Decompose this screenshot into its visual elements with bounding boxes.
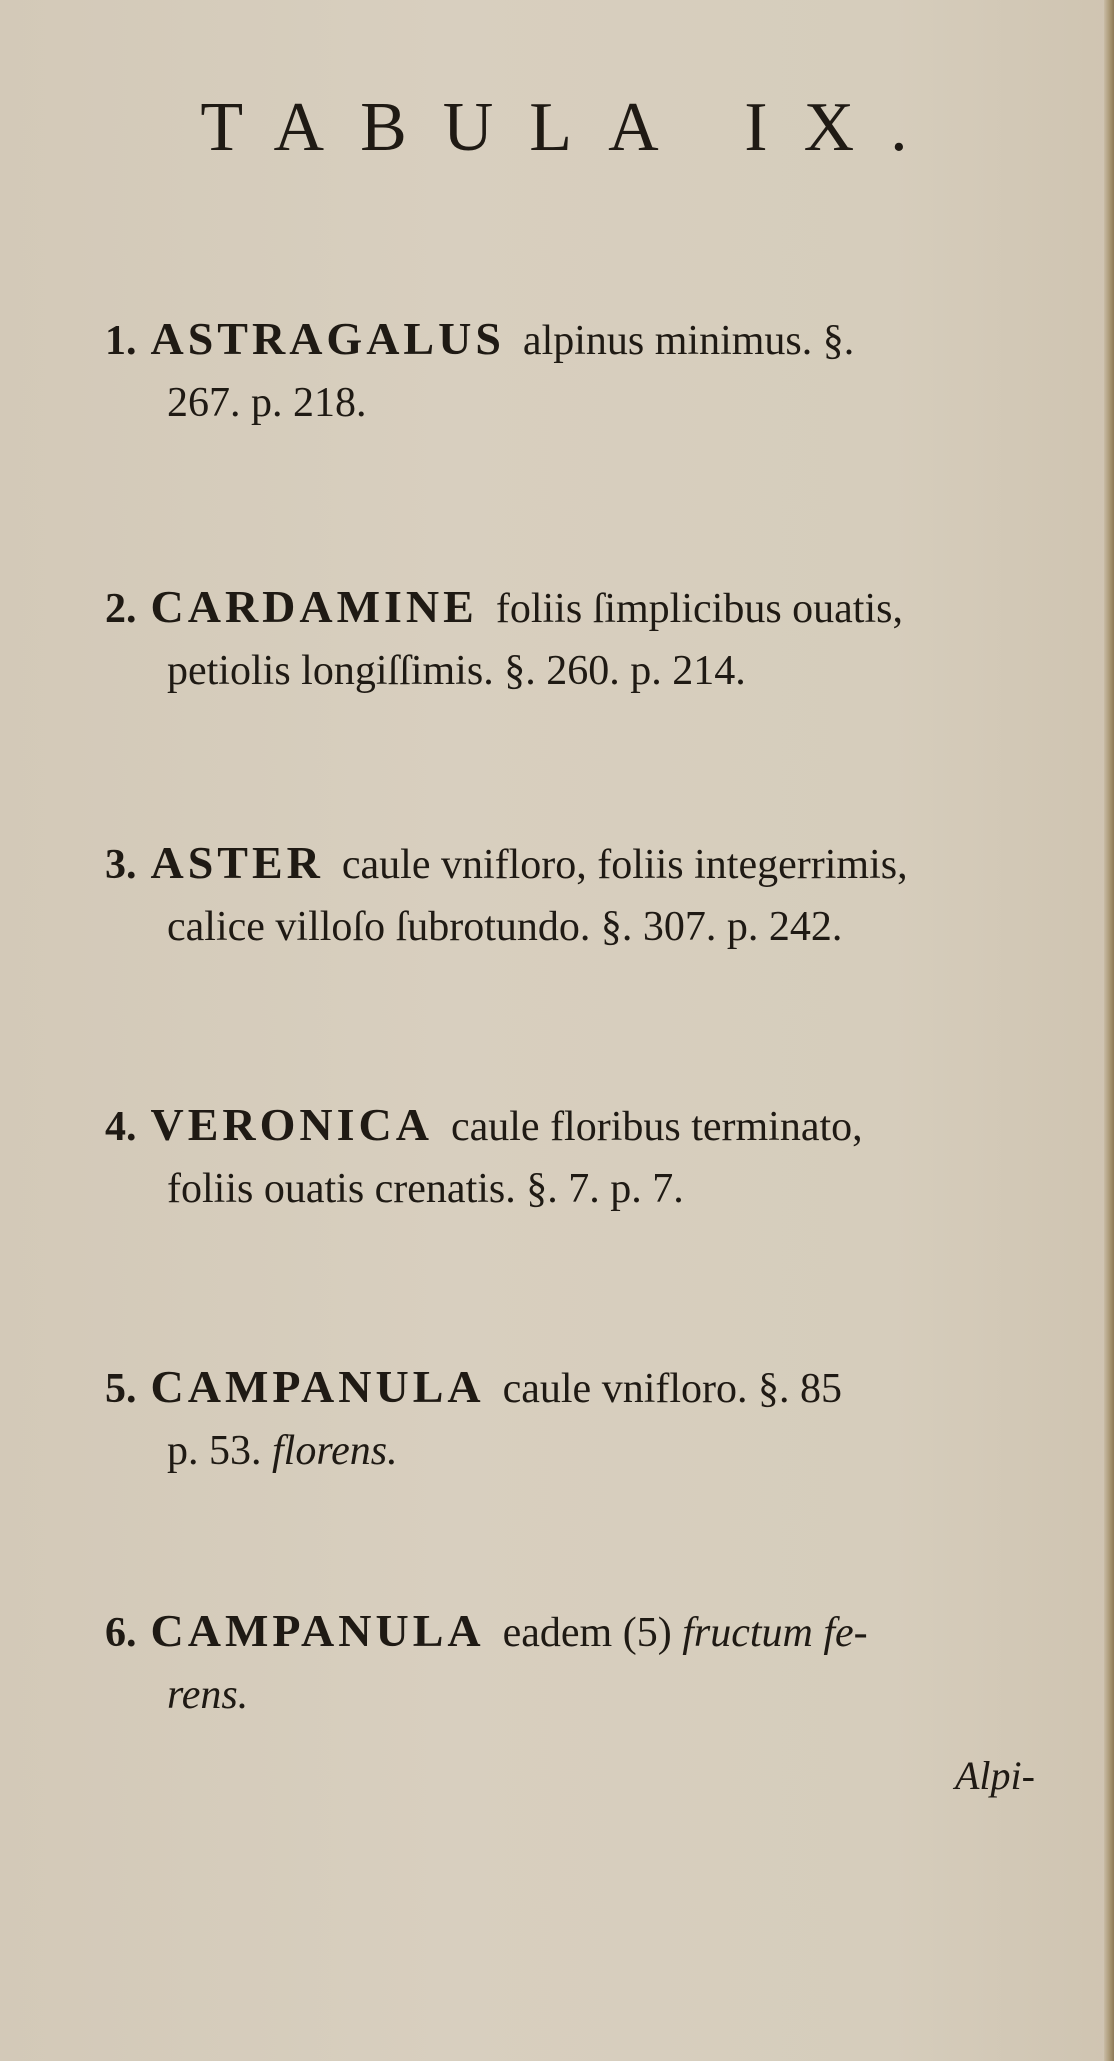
- entry-reference: petiolis longiſſimis. §. 260. p. 214.: [167, 648, 746, 694]
- entry-number: 2.: [105, 586, 137, 632]
- page-title: TABULA IX.: [200, 89, 944, 166]
- entry-genus: CAMPANULA: [150, 1605, 485, 1656]
- catchword: Alpi-: [955, 1753, 1035, 1798]
- entry-genus: ASTRAGALUS: [150, 313, 505, 364]
- entry-line: [105, 308, 1065, 372]
- entry-description: caule vnifloro, foliis integerrimis,: [341, 842, 908, 888]
- entry-continuation: [105, 896, 1065, 958]
- entry-line: [105, 576, 1065, 640]
- entry-description: caule vnifloro. §. 85: [502, 1366, 843, 1412]
- entry-continuation: [105, 640, 1065, 702]
- entry-continuation: [105, 372, 1065, 434]
- entry-reference: foliis ouatis crenatis. §. 7. p. 7.: [167, 1166, 684, 1212]
- entry-reference: 267. p. 218.: [167, 380, 367, 426]
- entry-number: 1.: [105, 318, 137, 364]
- entry-description: foliis ſimplicibus ouatis,: [495, 586, 903, 632]
- entry-number: 4.: [105, 1104, 137, 1150]
- plate-entry-6: [105, 1600, 1065, 1726]
- entry-number: 6.: [105, 1610, 137, 1656]
- entry-italic-note: fructum fe-: [682, 1610, 868, 1656]
- plate-entry-1: [105, 308, 1065, 434]
- entry-description: caule floribus terminato,: [450, 1104, 863, 1150]
- entry-reference: p. 53.: [167, 1428, 262, 1474]
- page-edge: [1104, 0, 1114, 2061]
- entry-description: eadem (5): [502, 1610, 672, 1656]
- plate-entry-4: [105, 1094, 1065, 1220]
- plate-entry-5: [105, 1356, 1065, 1482]
- entry-continuation: [105, 1664, 1065, 1726]
- entry-italic-note: rens.: [167, 1672, 249, 1718]
- entry-line: [105, 1356, 1065, 1420]
- plate-entry-2: [105, 576, 1065, 702]
- entry-line: [105, 1094, 1065, 1158]
- entry-genus: CAMPANULA: [150, 1361, 485, 1412]
- entry-reference: calice villoſo ſubrotundo. §. 307. p. 242.: [167, 904, 843, 950]
- entry-number: 3.: [105, 842, 137, 888]
- entry-continuation: [105, 1158, 1065, 1220]
- entry-continuation: [105, 1420, 1065, 1482]
- entry-number: 5.: [105, 1366, 137, 1412]
- entry-line: [105, 1600, 1065, 1664]
- entry-line: [105, 832, 1065, 896]
- entry-italic-note: florens.: [272, 1428, 398, 1474]
- entry-genus: CARDAMINE: [150, 581, 478, 632]
- entry-genus: ASTER: [150, 837, 324, 888]
- entry-description: alpinus minimus. §.: [522, 318, 855, 364]
- entry-genus: VERONICA: [150, 1099, 433, 1150]
- plate-entry-3: [105, 832, 1065, 958]
